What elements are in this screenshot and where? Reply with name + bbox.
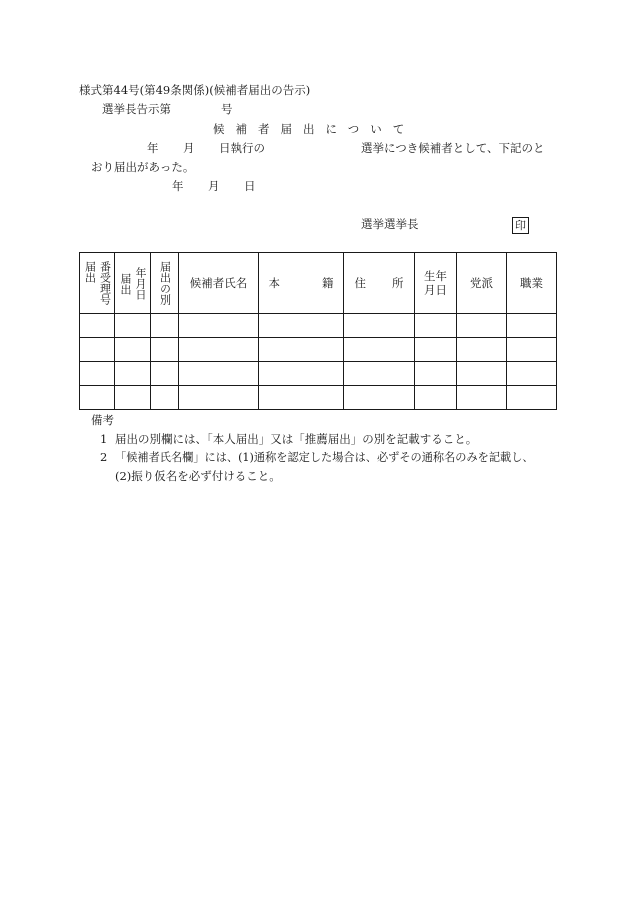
table-row <box>80 362 557 386</box>
table-cell[interactable] <box>415 314 457 338</box>
header-domicile-char-1: 本 <box>268 276 280 290</box>
table-cell[interactable] <box>115 338 151 362</box>
table-cell[interactable] <box>151 386 179 410</box>
table-cell[interactable] <box>151 314 179 338</box>
header-filing-date <box>115 253 151 314</box>
header-filing-type-col: 届出の別 <box>158 261 172 305</box>
table-row <box>80 386 557 410</box>
table-cell[interactable] <box>457 338 507 362</box>
table-row <box>80 338 557 362</box>
table-cell[interactable] <box>179 314 259 338</box>
header-candidate-name: 候補者氏名 <box>179 253 259 314</box>
header-filing-date-col-1: 年月日 <box>134 266 147 300</box>
date-day: 日 <box>244 179 256 193</box>
notice-heading: 候補者届出について <box>213 122 416 136</box>
body-line-2: おり届出があった。 <box>91 160 195 174</box>
table-cell[interactable] <box>80 338 115 362</box>
table-cell[interactable] <box>457 314 507 338</box>
table-cell[interactable] <box>259 362 344 386</box>
body-election: 選挙につき候補者として、下記のと <box>361 141 545 155</box>
table-cell[interactable] <box>415 386 457 410</box>
header-birthdate-line-1: 生年 <box>424 269 447 283</box>
table-cell[interactable] <box>115 386 151 410</box>
header-occupation: 職業 <box>507 253 557 314</box>
header-birthdate <box>415 253 457 314</box>
table-cell[interactable] <box>507 314 557 338</box>
table-cell[interactable] <box>80 314 115 338</box>
table-cell[interactable] <box>179 338 259 362</box>
form-title: 様式第44号(第49条関係)(候補者届出の告示) <box>79 83 311 97</box>
table-cell[interactable] <box>115 362 151 386</box>
table-cell[interactable] <box>151 338 179 362</box>
seal-mark: 印 <box>512 217 529 234</box>
table-header-row <box>80 253 557 314</box>
table-cell[interactable] <box>507 338 557 362</box>
table-cell[interactable] <box>344 338 415 362</box>
candidate-table <box>79 252 557 410</box>
table-cell[interactable] <box>151 362 179 386</box>
table-cell[interactable] <box>457 362 507 386</box>
table-cell[interactable] <box>415 338 457 362</box>
note-2-number: 2 <box>100 450 108 464</box>
note-2-continuation: (2)振り仮名を必ず付けること。 <box>115 469 281 483</box>
signer-title: 選挙選挙長 <box>361 217 419 231</box>
table-cell[interactable] <box>507 386 557 410</box>
table-cell[interactable] <box>259 338 344 362</box>
table-cell[interactable] <box>115 314 151 338</box>
body-month: 月 <box>183 141 195 155</box>
table-row <box>80 314 557 338</box>
table-cell[interactable] <box>80 386 115 410</box>
date-year: 年 <box>172 179 184 193</box>
header-address <box>344 253 415 314</box>
notes-heading: 備考 <box>91 413 114 427</box>
header-receipt-number <box>80 253 115 314</box>
table-cell[interactable] <box>259 386 344 410</box>
table-cell[interactable] <box>457 386 507 410</box>
header-filing-type <box>151 253 179 314</box>
table-cell[interactable] <box>344 386 415 410</box>
date-month: 月 <box>208 179 220 193</box>
header-address-char-1: 住 <box>354 276 366 290</box>
table-cell[interactable] <box>259 314 344 338</box>
table-cell[interactable] <box>80 362 115 386</box>
header-filing-date-col-2: 届出 <box>119 272 132 295</box>
table-cell[interactable] <box>179 386 259 410</box>
table-cell[interactable] <box>344 362 415 386</box>
note-1-number: 1 <box>100 432 108 446</box>
notice-number-suffix: 号 <box>221 102 233 116</box>
header-birthdate-line-2: 月日 <box>424 283 447 297</box>
header-address-char-2: 所 <box>392 276 404 290</box>
body-year: 年 <box>147 141 159 155</box>
note-2-text: 「候補者氏名欄」には、(1)通称を認定した場合は、必ずその通称名のみを記載し、 <box>115 451 534 464</box>
table-cell[interactable] <box>415 362 457 386</box>
notice-number-prefix: 選挙長告示第 <box>102 102 171 116</box>
table-cell[interactable] <box>179 362 259 386</box>
table-cell[interactable] <box>507 362 557 386</box>
body-day-held: 日執行の <box>219 141 265 155</box>
note-1-text: 届出の別欄には、「本人届出」又は「推薦届出」の別を記載すること。 <box>115 432 478 446</box>
header-receipt-number-col-2: 届出 <box>83 261 97 283</box>
header-domicile <box>259 253 344 314</box>
header-party: 党派 <box>457 253 507 314</box>
header-domicile-char-2: 籍 <box>322 276 334 290</box>
table-cell[interactable] <box>344 314 415 338</box>
header-receipt-number-col-1: 番受理号 <box>98 261 112 305</box>
